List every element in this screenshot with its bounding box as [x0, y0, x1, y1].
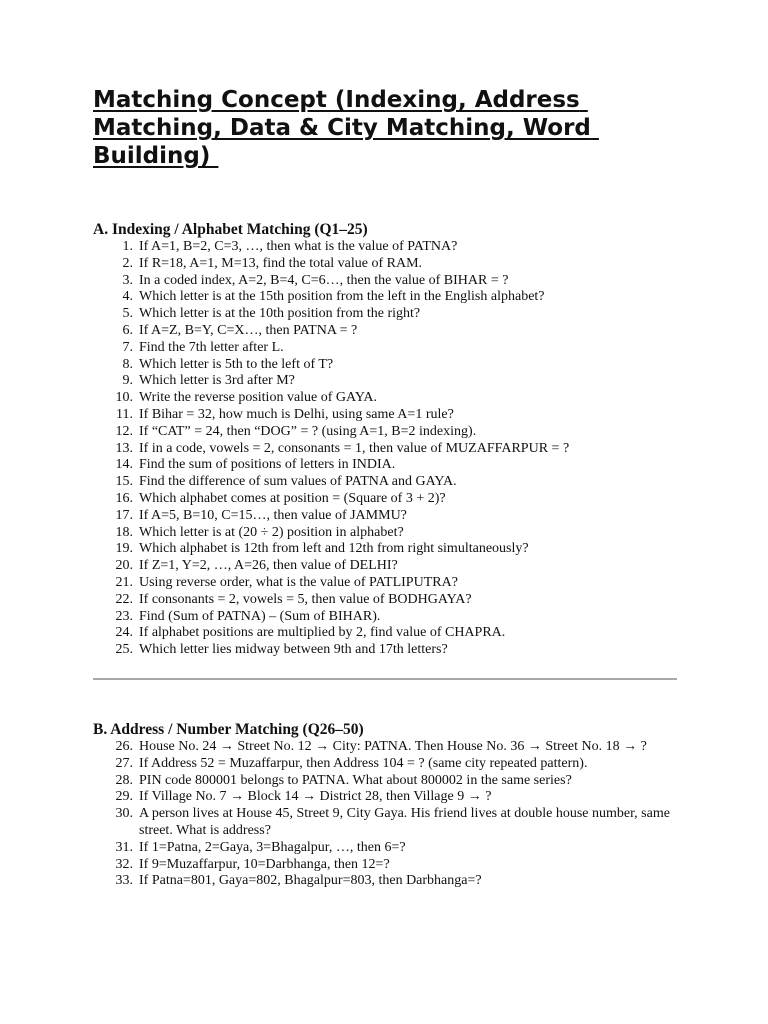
question-item: [116, 406, 677, 424]
question-item: [122, 356, 677, 374]
question-text: If Village No. 7 → Block 14 → District 28, then Village 9 → ?: [139, 789, 492, 805]
question-text: If Address 52 = Muzaffarpur, then Address 104 = ? (same city repeated pattern).: [139, 755, 588, 771]
question-item: [115, 789, 677, 806]
question-text: Which alphabet is 12th from left and 12th from right simultaneously?: [139, 541, 529, 557]
question-number: 27.: [115, 755, 133, 771]
question-text: If “CAT” = 24, then “DOG” = ? (using A=1, B=2 indexing).: [139, 423, 477, 439]
question-text: If R=18, A=1, M=13, find the total value of RAM.: [139, 255, 423, 271]
question-text: Find the difference of sum values of PATNA and GAYA.: [139, 474, 457, 490]
question-number: 28.: [115, 772, 133, 788]
question-number: 6.: [122, 322, 133, 338]
question-item: [122, 272, 677, 290]
question-text: If 9=Muzaffarpur, 10=Darbhanga, then 12=?: [139, 856, 390, 872]
question-text: House No. 24 → Street No. 12 → City: PATNA. Then House No. 36 → Street No. 18 → ?: [139, 738, 647, 754]
question-number: 3.: [122, 272, 133, 288]
question-number: 9.: [122, 373, 133, 389]
question-number: 19.: [115, 541, 133, 557]
question-text: If 1=Patna, 2=Gaya, 3=Bhagalpur, …, then 6=?: [139, 839, 406, 855]
question-text: If consonants = 2, vowels = 5, then value of BODHGAYA?: [139, 591, 472, 607]
question-item: [115, 507, 677, 525]
question-number: 1.: [122, 239, 133, 254]
question-text: Find the sum of positions of letters in INDIA.: [139, 457, 396, 473]
section-a-heading: A. Indexing / Alphabet Matching (Q1–25): [93, 221, 368, 238]
question-number: 11.: [116, 406, 133, 422]
question-text: Which letter is 3rd after M?: [139, 373, 295, 389]
question-item: [122, 322, 677, 340]
question-item: [115, 738, 677, 756]
question-item: [115, 541, 677, 558]
document-title: Matching Concept (Indexing, Address Matching, Data & City Matching, Word Building): [93, 87, 599, 169]
question-item: [115, 574, 677, 592]
question-item: [115, 490, 677, 508]
question-number: 12.: [115, 423, 133, 439]
question-item: [115, 423, 677, 441]
question-item: [122, 255, 677, 273]
question-item: [115, 755, 677, 773]
question-text: A person lives at House 45, Street 9, City Gaya. His friend lives at double house number, same street. What is address?: [139, 806, 670, 838]
question-text: Which letter is at the 10th position from the right?: [139, 306, 421, 322]
question-item: [115, 856, 677, 874]
question-item: [115, 772, 677, 790]
question-text: If alphabet positions are multiplied by 2, find value of CHAPRA.: [139, 625, 506, 641]
question-number: 25.: [115, 642, 133, 658]
question-item: [115, 558, 677, 575]
question-number: 2.: [122, 255, 133, 271]
question-number: 16.: [115, 490, 133, 506]
question-number: 18.: [115, 524, 133, 540]
question-item: [115, 591, 677, 609]
question-number: 4.: [122, 289, 133, 305]
question-number: 20.: [115, 558, 133, 574]
section-b-heading: B. Address / Number Matching (Q26–50): [93, 720, 364, 738]
question-number: 8.: [122, 356, 133, 372]
question-number: 13.: [115, 440, 133, 456]
section-a-question-list: [93, 239, 677, 659]
question-text: Which letter lies midway between 9th and 17th letters?: [139, 642, 448, 658]
question-item: [115, 390, 677, 407]
question-number: 15.: [115, 474, 133, 490]
question-item: [115, 440, 677, 458]
question-number: 32.: [115, 856, 133, 872]
question-text: If Z=1, Y=2, …, A=26, then value of DELHI?: [139, 558, 398, 574]
question-number: 26.: [115, 738, 133, 754]
question-text: Which letter is at (20 ÷ 2) position in alphabet?: [139, 524, 404, 540]
question-text: In a coded index, A=2, B=4, C=6…, then the value of BIHAR = ?: [139, 272, 509, 288]
question-text: PIN code 800001 belongs to PATNA. What about 800002 in the same series?: [139, 772, 572, 788]
question-text: Write the reverse position value of GAYA.: [139, 390, 378, 406]
question-number: 10.: [115, 390, 133, 406]
question-item: [122, 339, 677, 357]
question-text: Which letter is 5th to the left of T?: [139, 356, 334, 372]
question-item: [115, 873, 677, 890]
question-number: 33.: [115, 873, 133, 889]
question-text: If A=Z, B=Y, C=X…, then PATNA = ?: [139, 322, 358, 338]
question-number: 29.: [115, 789, 133, 805]
section-divider: [93, 678, 677, 680]
question-number: 14.: [115, 457, 133, 473]
question-item: [122, 373, 677, 390]
question-item: [122, 239, 677, 256]
question-number: 22.: [115, 591, 133, 607]
question-item: [115, 457, 677, 474]
question-text: If A=1, B=2, C=3, …, then what is the value of PATNA?: [139, 239, 458, 254]
question-text: Which alphabet comes at position = (Square of 3 + 2)?: [139, 490, 446, 506]
question-text: If Bihar = 32, how much is Delhi, using same A=1 rule?: [139, 406, 454, 422]
question-item: [115, 524, 677, 542]
section-b-question-list: [93, 739, 677, 890]
question-number: 17.: [115, 507, 133, 523]
question-number: 21.: [115, 574, 133, 590]
question-item: [115, 806, 677, 840]
question-number: 30.: [115, 806, 133, 822]
question-item: [115, 474, 677, 491]
question-item: [115, 608, 677, 626]
question-text: Find (Sum of PATNA) – (Sum of BIHAR).: [139, 608, 381, 624]
question-text: Using reverse order, what is the value of PATLIPUTRA?: [139, 574, 458, 590]
question-number: 24.: [115, 625, 133, 641]
question-item: [115, 625, 677, 642]
question-text: Which letter is at the 15th position from the left in the English alphabet?: [139, 289, 545, 305]
question-item: [122, 306, 677, 323]
question-number: 23.: [115, 608, 133, 624]
question-text: If Patna=801, Gaya=802, Bhagalpur=803, then Darbhanga=?: [139, 873, 482, 889]
question-item: [115, 839, 677, 857]
question-text: If in a code, vowels = 2, consonants = 1, then value of MUZAFFARPUR = ?: [139, 440, 570, 456]
question-number: 7.: [122, 339, 133, 355]
question-number: 31.: [115, 839, 133, 855]
question-number: 5.: [122, 306, 133, 322]
question-item: [115, 642, 677, 659]
question-text: If A=5, B=10, C=15…, then value of JAMMU?: [139, 507, 407, 523]
document-page: [93, 86, 677, 890]
question-text: Find the 7th letter after L.: [139, 339, 284, 355]
question-item: [122, 289, 677, 306]
